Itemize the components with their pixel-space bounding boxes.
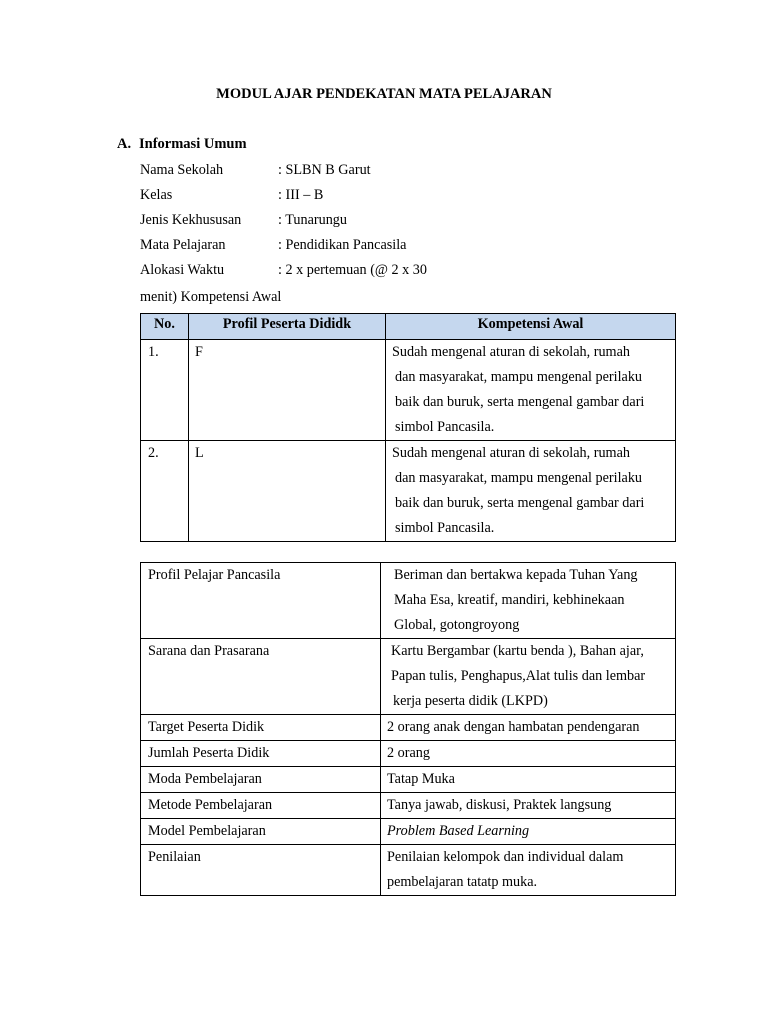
table-row xyxy=(141,793,676,819)
detail-value: Tatap Muka xyxy=(381,767,676,793)
table-row xyxy=(141,819,676,845)
document-title: MODUL AJAR PENDEKATAN MATA PELAJARAN xyxy=(216,86,552,102)
info-value: : 2 x pertemuan (@ 2 x 30 xyxy=(278,262,427,278)
kompetensi-table xyxy=(140,313,676,542)
text-line: baik dan buruk, serta mengenal gambar dari xyxy=(395,495,645,511)
cell-profil: L xyxy=(189,441,386,542)
table-row xyxy=(141,441,676,542)
detail-label: Profil Pelajar Pancasila xyxy=(141,563,381,639)
detail-value: 2 orang anak dengan hambatan pendengaran xyxy=(381,715,676,741)
info-value: : SLBN B Garut xyxy=(278,162,371,178)
section-a-title: Informasi Umum xyxy=(139,136,247,152)
info-label: Mata Pelajaran xyxy=(140,237,226,253)
text-line: Beriman dan bertakwa kepada Tuhan Yang xyxy=(394,567,638,583)
header-kompetensi: Kompetensi Awal xyxy=(386,314,676,340)
text-line: Sudah mengenal aturan di sekolah, rumah xyxy=(392,344,630,360)
detail-value: Problem Based Learning xyxy=(381,819,676,845)
kompetensi-awal-line: menit) Kompetensi Awal xyxy=(140,289,282,305)
detail-label: Model Pembelajaran xyxy=(141,819,381,845)
detail-label: Penilaian xyxy=(141,845,381,896)
detail-label: Moda Pembelajaran xyxy=(141,767,381,793)
info-value: : Tunarungu xyxy=(278,212,347,228)
text-line: Sudah mengenal aturan di sekolah, rumah xyxy=(392,445,630,461)
info-row xyxy=(140,160,427,185)
detail-value xyxy=(381,563,676,639)
detail-value: Tanya jawab, diskusi, Praktek langsung xyxy=(381,793,676,819)
detail-label: Sarana dan Prasarana xyxy=(141,639,381,715)
text-line: Papan tulis, Penghapus,Alat tulis dan lembar xyxy=(391,668,646,684)
text-line: kerja peserta didik (LKPD) xyxy=(393,693,548,709)
table-row xyxy=(141,340,676,441)
detail-label: Metode Pembelajaran xyxy=(141,793,381,819)
info-row xyxy=(140,210,427,235)
info-row xyxy=(140,260,427,285)
text-line: Global, gotongroyong xyxy=(394,617,520,633)
header-profil: Profil Peserta Dididk xyxy=(189,314,386,340)
table-header-row xyxy=(141,314,676,340)
table-row xyxy=(141,845,676,896)
text-line: dan masyarakat, mampu mengenal perilaku xyxy=(395,369,643,385)
detail-value xyxy=(381,639,676,715)
detail-value xyxy=(381,845,676,896)
text-line: simbol Pancasila. xyxy=(395,419,495,435)
table-row xyxy=(141,563,676,639)
text-line: dan masyarakat, mampu mengenal perilaku xyxy=(395,470,643,486)
text-line: Kartu Bergambar (kartu benda ), Bahan ajar, xyxy=(391,643,644,659)
detail-table xyxy=(140,562,676,896)
section-a-heading xyxy=(117,136,247,153)
text-line: baik dan buruk, serta mengenal gambar dari xyxy=(395,394,645,410)
detail-value: 2 orang xyxy=(381,741,676,767)
table-row xyxy=(141,767,676,793)
info-label: Jenis Kekhususan xyxy=(140,212,242,228)
info-value: : Pendidikan Pancasila xyxy=(278,237,407,253)
info-label: Kelas xyxy=(140,187,173,203)
cell-profil: F xyxy=(189,340,386,441)
info-row xyxy=(140,185,427,210)
table-row xyxy=(141,741,676,767)
cell-no: 2. xyxy=(141,441,189,542)
detail-label: Target Peserta Didik xyxy=(141,715,381,741)
info-label: Alokasi Waktu xyxy=(140,262,225,278)
text-line: simbol Pancasila. xyxy=(395,520,495,536)
text-line: Maha Esa, kreatif, mandiri, kebhinekaan xyxy=(394,592,625,608)
info-row xyxy=(140,235,427,260)
section-a-number: A. xyxy=(117,136,132,152)
cell-kompetensi xyxy=(386,340,676,441)
table-row xyxy=(141,715,676,741)
info-value: : III – B xyxy=(278,187,324,203)
detail-label: Jumlah Peserta Didik xyxy=(141,741,381,767)
cell-no: 1. xyxy=(141,340,189,441)
text-line: pembelajaran tatatp muka. xyxy=(387,874,538,890)
header-no: No. xyxy=(141,314,189,340)
table-row xyxy=(141,639,676,715)
info-label: Nama Sekolah xyxy=(140,162,224,178)
text-line: Penilaian kelompok dan individual dalam xyxy=(387,849,624,865)
info-list xyxy=(140,160,427,285)
cell-kompetensi xyxy=(386,441,676,542)
